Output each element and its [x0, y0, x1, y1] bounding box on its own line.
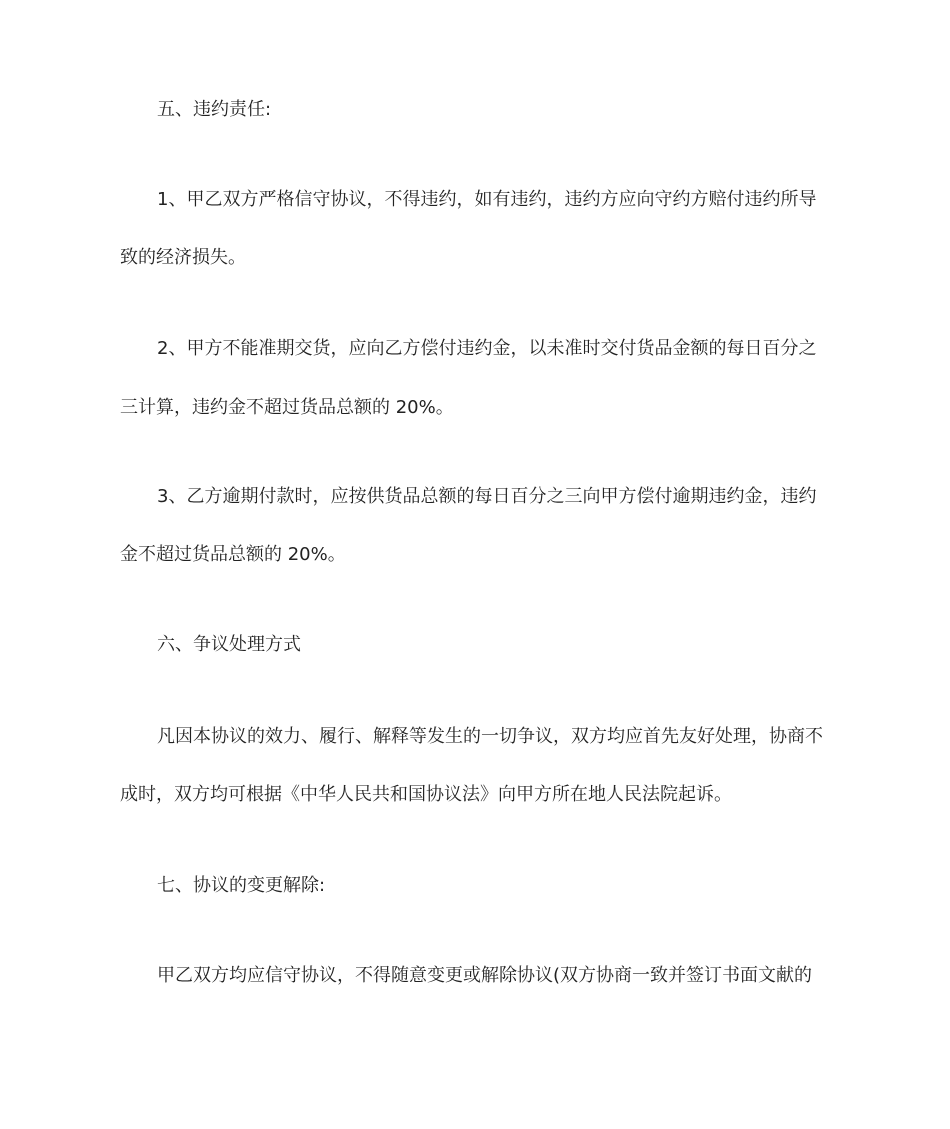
- paragraph-line: 成时，双方均可根据《中华人民共和国协议法》向甲方所在地人民法院起诉。: [120, 784, 732, 805]
- section-heading-contract-change: 七、协议的变更解除:: [157, 875, 326, 896]
- paragraph-line: 凡因本协议的效力、履行、解释等发生的一切争议，双方均应首先友好处理，协商不: [157, 726, 823, 747]
- paragraph-line: 金不超过货品总额的 20%。: [120, 544, 346, 565]
- paragraph-line: 致的经济损失。: [120, 247, 246, 268]
- paragraph-line: 3、乙方逾期付款时，应按供货品总额的每日百分之三向甲方偿付逾期违约金，违约: [157, 486, 817, 507]
- paragraph-line: 1、甲乙双方严格信守协议，不得违约，如有违约，违约方应向守约方赔付违约所导: [157, 189, 817, 210]
- paragraph-line: 2、甲方不能准期交货，应向乙方偿付违约金，以未准时交付货品金额的每日百分之: [157, 338, 817, 359]
- paragraph-line: 三计算，违约金不超过货品总额的 20%。: [120, 397, 454, 418]
- section-heading-dispute-resolution: 六、争议处理方式: [157, 634, 301, 655]
- section-heading-breach-liability: 五、违约责任:: [157, 99, 272, 120]
- paragraph-line: 甲乙双方均应信守协议，不得随意变更或解除协议(双方协商一致并签订书面文献的: [157, 965, 813, 986]
